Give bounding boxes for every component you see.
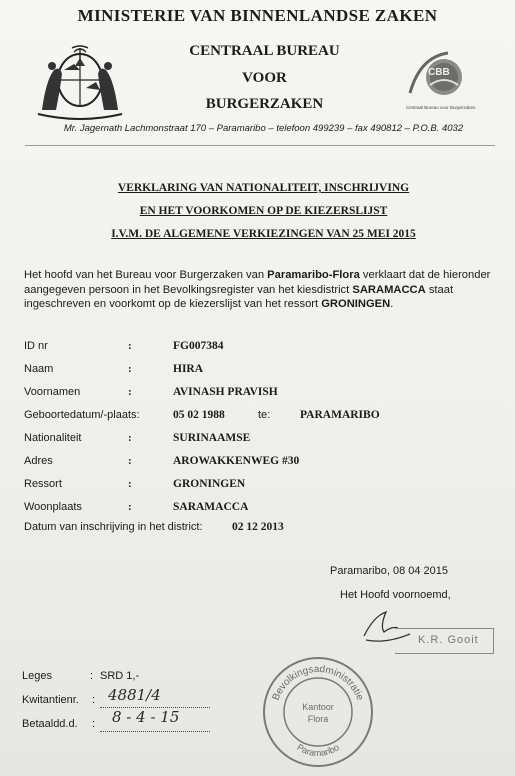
official-round-stamp bbox=[258, 652, 378, 772]
id-colon: : bbox=[128, 340, 132, 352]
header-divider bbox=[25, 145, 495, 146]
geboorte-te: te: bbox=[258, 409, 271, 421]
address-line: Mr. Jagernath Lachmonstraat 170 – Paramaribo – telefoon 499239 – fax 490812 – P.O.B. 4032 bbox=[63, 123, 464, 134]
kwitantie-value: 4881/4 bbox=[108, 686, 161, 704]
nationaliteit-value: SURINAAMSE bbox=[173, 432, 251, 444]
voornamen-colon: : bbox=[128, 386, 132, 398]
leges-value: SRD 1,- bbox=[100, 670, 140, 682]
kwitantie-colon: : bbox=[92, 694, 96, 706]
intro-text-4: . bbox=[390, 298, 394, 310]
leges-label: Leges bbox=[22, 670, 52, 682]
intro-text-2: verklaart dat de hieronder aangegeven persoon in het Bevolkingsregister van het kiesdistrict bbox=[24, 269, 491, 296]
intro-district: SARAMACCA bbox=[352, 283, 426, 296]
betaald-dotline bbox=[100, 731, 210, 732]
cbb-logo-text: CBB bbox=[428, 67, 450, 78]
signatory-role: Het Hoofd voornoemd, bbox=[340, 589, 451, 601]
ministry-title: MINISTERIE VAN BINNENLANDSE ZAKEN bbox=[77, 6, 438, 25]
ressort-colon: : bbox=[128, 478, 132, 490]
leges-colon: : bbox=[90, 670, 94, 682]
naam-value: HIRA bbox=[173, 363, 204, 375]
betaald-label: Betaaldd.d. bbox=[22, 718, 78, 730]
betaald-value: 8 - 4 - 15 bbox=[112, 708, 180, 726]
naam-colon: : bbox=[128, 363, 132, 375]
stamp-top-text: Bevolkingsadministratie bbox=[270, 663, 366, 703]
title-line-3: I.V.M. DE ALGEMENE VERKIEZINGEN VAN 25 MEI 2015 bbox=[111, 228, 416, 240]
adres-label: Adres bbox=[24, 455, 53, 467]
bureau-line-3: BURGERZAKEN bbox=[205, 96, 324, 112]
title-line-1: VERKLARING VAN NATIONALITEIT, INSCHRIJVING bbox=[117, 182, 410, 194]
intro-paragraph bbox=[24, 268, 494, 312]
intro-bureau: Paramaribo-Flora bbox=[267, 269, 360, 281]
betaald-colon: : bbox=[92, 718, 96, 730]
voornamen-value: AVINASH PRAVISH bbox=[173, 386, 278, 398]
woonplaats-label: Woonplaats bbox=[24, 501, 82, 513]
name-stamp-text: K.R. Gooit bbox=[418, 634, 479, 646]
voornamen-label: Voornamen bbox=[24, 386, 81, 398]
geboorte-place: PARAMARIBO bbox=[300, 409, 380, 421]
title-line-2: EN HET VOORKOMEN OP DE KIEZERSLIJST bbox=[139, 205, 388, 217]
geboorte-date: 05 02 1988 bbox=[173, 409, 225, 421]
ressort-value: GRONINGEN bbox=[173, 478, 246, 490]
intro-text-1: Het hoofd van het Bureau voor Burgerzaken van bbox=[24, 269, 268, 281]
stamp-center-2: Flora bbox=[307, 714, 329, 724]
inschrijving-label: Datum van inschrijving in het district: bbox=[24, 521, 203, 533]
intro-text-3: staat ingeschreven en voorkomt op de kiezerslijst van het ressort bbox=[24, 283, 454, 310]
woonplaats-value: SARAMACCA bbox=[173, 501, 249, 513]
stamp-center-1: Kantoor bbox=[302, 702, 334, 712]
adres-colon: : bbox=[128, 455, 132, 467]
bureau-line-2: VOOR bbox=[242, 70, 287, 86]
kwitantie-label: Kwitantienr. bbox=[22, 694, 79, 706]
adres-value: AROWAKKENWEG #30 bbox=[173, 455, 300, 467]
id-label: ID nr bbox=[24, 340, 48, 352]
geboorte-label: Geboortedatum/-plaats: bbox=[24, 409, 140, 421]
woonplaats-colon: : bbox=[128, 501, 132, 513]
nationaliteit-colon: : bbox=[128, 432, 132, 444]
bureau-line-1: CENTRAAL BUREAU bbox=[189, 43, 340, 59]
stamp-bottom-text: Paramaribo bbox=[295, 742, 341, 759]
intro-ressort: GRONINGEN bbox=[321, 298, 391, 310]
nationaliteit-label: Nationaliteit bbox=[24, 432, 82, 444]
id-value: FG007384 bbox=[173, 340, 224, 352]
place-date: Paramaribo, 08 04 2015 bbox=[330, 565, 449, 577]
svg-text:Paramaribo bbox=[295, 742, 341, 758]
cbb-logo-caption: Centraal Bureau voor Burgerzaken bbox=[406, 105, 476, 110]
naam-label: Naam bbox=[24, 363, 54, 375]
inschrijving-value: 02 12 2013 bbox=[232, 521, 284, 533]
ressort-label: Ressort bbox=[24, 478, 62, 490]
